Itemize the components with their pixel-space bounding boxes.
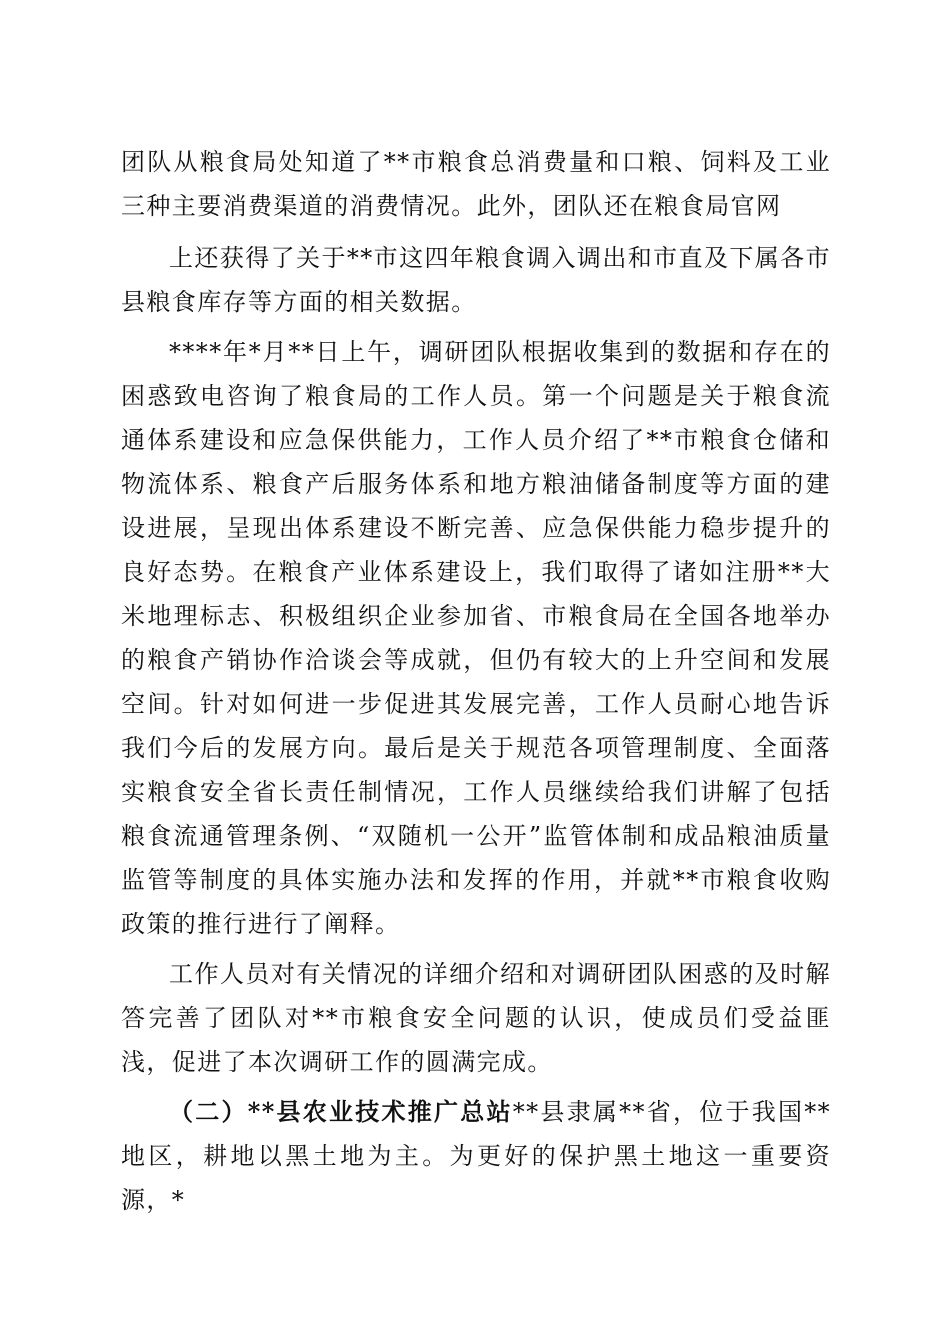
paragraph-3-text: ****年*月**日上午，调研团队根据收集到的数据和存在的困惑致电咨询了粮食局的工作人员。第一个问题是关于粮食流通体系建设和应急保供能力，工作人员介绍了**市粮食仓储和物流体系、粮食产后服务体系和地方粮油储备制度等方面的建设进展，呈现出体系建设不断完善、应急保供能力稳步提升的良好态势。在粮食产业体系建设上，我们取得了诸如注册**大米地理标志、积极组织企业参加省、市粮食局在全国各地举办的粮食产销协作洽谈会等成就，但仍有较大的上升空间和发展空间。针对如何进一步促进其发展完善，工作人员耐心地告诉我们今后的发展方向。最后是关于规范各项管理制度、全面落实粮食安全省长责任制情况，工作人员继续给我们讲解了包括粮食流通管理条例、“双随机一公开”监管体制和成品粮油质量监管等制度的具体实施办法和发挥的作用，并就**市粮食收购政策的推行进行了阐释。	[121, 338, 831, 938]
section-heading: （二）**县农业技术推广总站	[169, 1097, 513, 1126]
section-body-text: **县隶属**省，位于我国**地区，耕地以黑土地为主。为更好的保护黑土地这一重要资源，*	[121, 1098, 832, 1214]
paragraph-1	[121, 140, 831, 228]
paragraph-1-text: 团队从粮食局处知道了**市粮食总消费量和口粮、饲料及工业三种主要消费渠道的消费情况。此外，团队还在粮食局官网	[121, 148, 831, 220]
document-body	[121, 140, 831, 1222]
paragraph-4-text: 工作人员对有关情况的详细介绍和对调研团队困惑的及时解答完善了团队对**市粮食安全问题的认识，使成员们受益匪浅，促进了本次调研工作的圆满完成。	[121, 960, 831, 1076]
paragraph-3	[121, 330, 831, 946]
section-paragraph	[121, 1090, 831, 1222]
paragraph-2	[121, 236, 831, 324]
paragraph-2-text: 上还获得了关于**市这四年粮食调入调出和市直及下属各市县粮食库存等方面的相关数据。	[121, 244, 831, 316]
paragraph-4	[121, 952, 831, 1084]
